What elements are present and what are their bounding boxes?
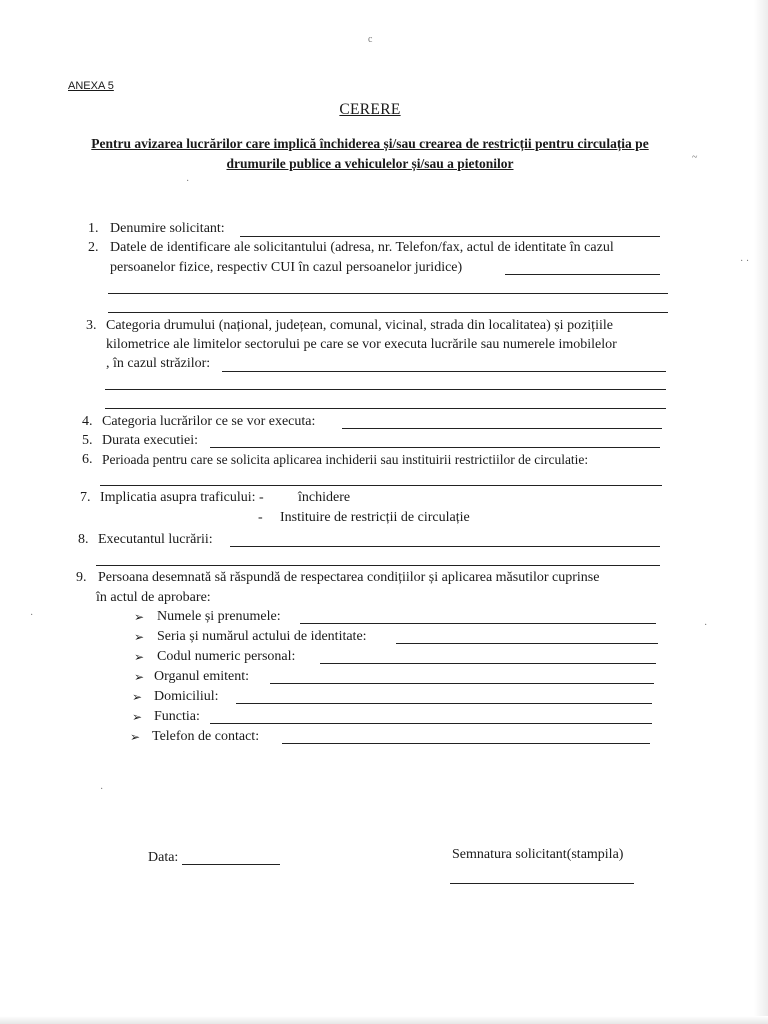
- date-label: Data:: [148, 850, 179, 865]
- scan-speck: ~: [692, 152, 698, 163]
- item-3-line1: Categoria drumului (național, județean, comunal, vicinal, strada din localitatea) și pozițiile: [106, 318, 613, 333]
- item-1-number: 1.: [88, 221, 99, 236]
- item-3-line3: , în cazul străzilor:: [106, 356, 211, 371]
- signature-label: Semnatura solicitant(stampila): [452, 847, 624, 862]
- item-5-label: Durata executiei:: [102, 433, 199, 448]
- scan-speck: c: [368, 34, 373, 45]
- bullet-arrow-icon: ➢: [134, 630, 145, 644]
- applicant-id-line-3[interactable]: [108, 312, 668, 313]
- cnp-line[interactable]: [320, 663, 656, 664]
- subitem-address-label: Domiciliul:: [154, 689, 219, 704]
- traffic-option-dash: -: [258, 510, 263, 525]
- traffic-option-closure: închidere: [298, 490, 351, 505]
- scan-speck: ·: [100, 784, 104, 795]
- road-category-line-1[interactable]: [222, 371, 666, 372]
- road-category-line-3[interactable]: [105, 408, 666, 409]
- item-9-number: 9.: [76, 570, 87, 585]
- executor-line-1[interactable]: [230, 546, 660, 547]
- scan-speck: ·: [30, 610, 34, 621]
- bullet-arrow-icon: ➢: [134, 610, 145, 624]
- item-1-label: Denumire solicitant:: [110, 221, 225, 236]
- item-2-line2: persoanelor fizice, respectiv CUI în cazul persoanelor juridice): [110, 260, 463, 275]
- item-2-line1: Datele de identificare ale solicitantului (adresa, nr. Telefon/fax, actul de identitate în cazul: [110, 240, 614, 255]
- item-8-number: 8.: [78, 532, 89, 547]
- id-series-line[interactable]: [396, 643, 658, 644]
- period-line[interactable]: [100, 485, 662, 486]
- works-category-line[interactable]: [342, 428, 662, 429]
- subitem-cnp-label: Codul numeric personal:: [157, 649, 296, 664]
- subitem-issuer-label: Organul emitent:: [154, 669, 249, 684]
- item-9-line2: în actul de aprobare:: [96, 590, 211, 605]
- signature-line[interactable]: [450, 883, 634, 884]
- document-subtitle: Pentru avizarea lucrărilor care implică închiderea și/sau crearea de restricții pentru circulația pe drumurile publice a vehiculelor și/sau a pietonilor: [91, 136, 649, 171]
- date-line[interactable]: [182, 864, 280, 865]
- subitem-function-label: Functia:: [154, 709, 200, 724]
- issuer-line[interactable]: [270, 683, 654, 684]
- function-line[interactable]: [210, 723, 652, 724]
- item-2-number: 2.: [88, 240, 99, 255]
- scan-speck: · ·: [740, 256, 750, 267]
- applicant-id-line-1[interactable]: [505, 274, 660, 275]
- subitem-name-label: Numele și prenumele:: [157, 609, 281, 624]
- address-line[interactable]: [236, 703, 652, 704]
- bullet-arrow-icon: ➢: [130, 730, 141, 744]
- annex-label: ANEXA 5: [68, 80, 114, 92]
- applicant-id-line-2[interactable]: [108, 293, 668, 294]
- page-edge-shadow: [754, 0, 768, 1024]
- road-category-line-2[interactable]: [105, 389, 666, 390]
- scan-speck: ·: [186, 176, 190, 187]
- item-7-number: 7.: [80, 490, 91, 505]
- name-line[interactable]: [300, 623, 656, 624]
- phone-line[interactable]: [282, 743, 650, 744]
- item-4-label: Categoria lucrărilor ce se vor executa:: [102, 414, 316, 429]
- bullet-arrow-icon: ➢: [134, 670, 145, 684]
- item-5-number: 5.: [82, 433, 93, 448]
- applicant-name-line[interactable]: [240, 236, 660, 237]
- bullet-arrow-icon: ➢: [134, 650, 145, 664]
- item-6-number: 6.: [82, 452, 93, 467]
- item-8-label: Executantul lucrării:: [98, 532, 213, 547]
- traffic-option-restrictions: Instituire de restricții de circulație: [280, 510, 470, 525]
- page-bottom-shadow: [0, 1016, 768, 1024]
- subitem-phone-label: Telefon de contact:: [152, 729, 260, 744]
- duration-line[interactable]: [210, 447, 660, 448]
- executor-line-2[interactable]: [96, 565, 660, 566]
- item-3-line2: kilometrice ale limitelor sectorului pe care se vor executa lucrările sau numerele imobilelor: [106, 337, 617, 352]
- subitem-id-label: Seria și numărul actului de identitate:: [157, 629, 367, 644]
- scan-speck: ·: [704, 620, 708, 631]
- item-6-label: Perioada pentru care se solicita aplicarea inchiderii sau instituirii restrictiilor de circulatie:: [102, 452, 589, 467]
- item-9-line1: Persoana desemnată să răspundă de respectarea condițiilor și aplicarea măsutilor cuprinse: [98, 570, 600, 585]
- document-title: CERERE: [339, 101, 401, 118]
- bullet-arrow-icon: ➢: [132, 690, 143, 704]
- item-7-label: Implicatia asupra traficului: -: [100, 490, 264, 505]
- item-3-number: 3.: [86, 318, 97, 333]
- bullet-arrow-icon: ➢: [132, 710, 143, 724]
- item-4-number: 4.: [82, 414, 93, 429]
